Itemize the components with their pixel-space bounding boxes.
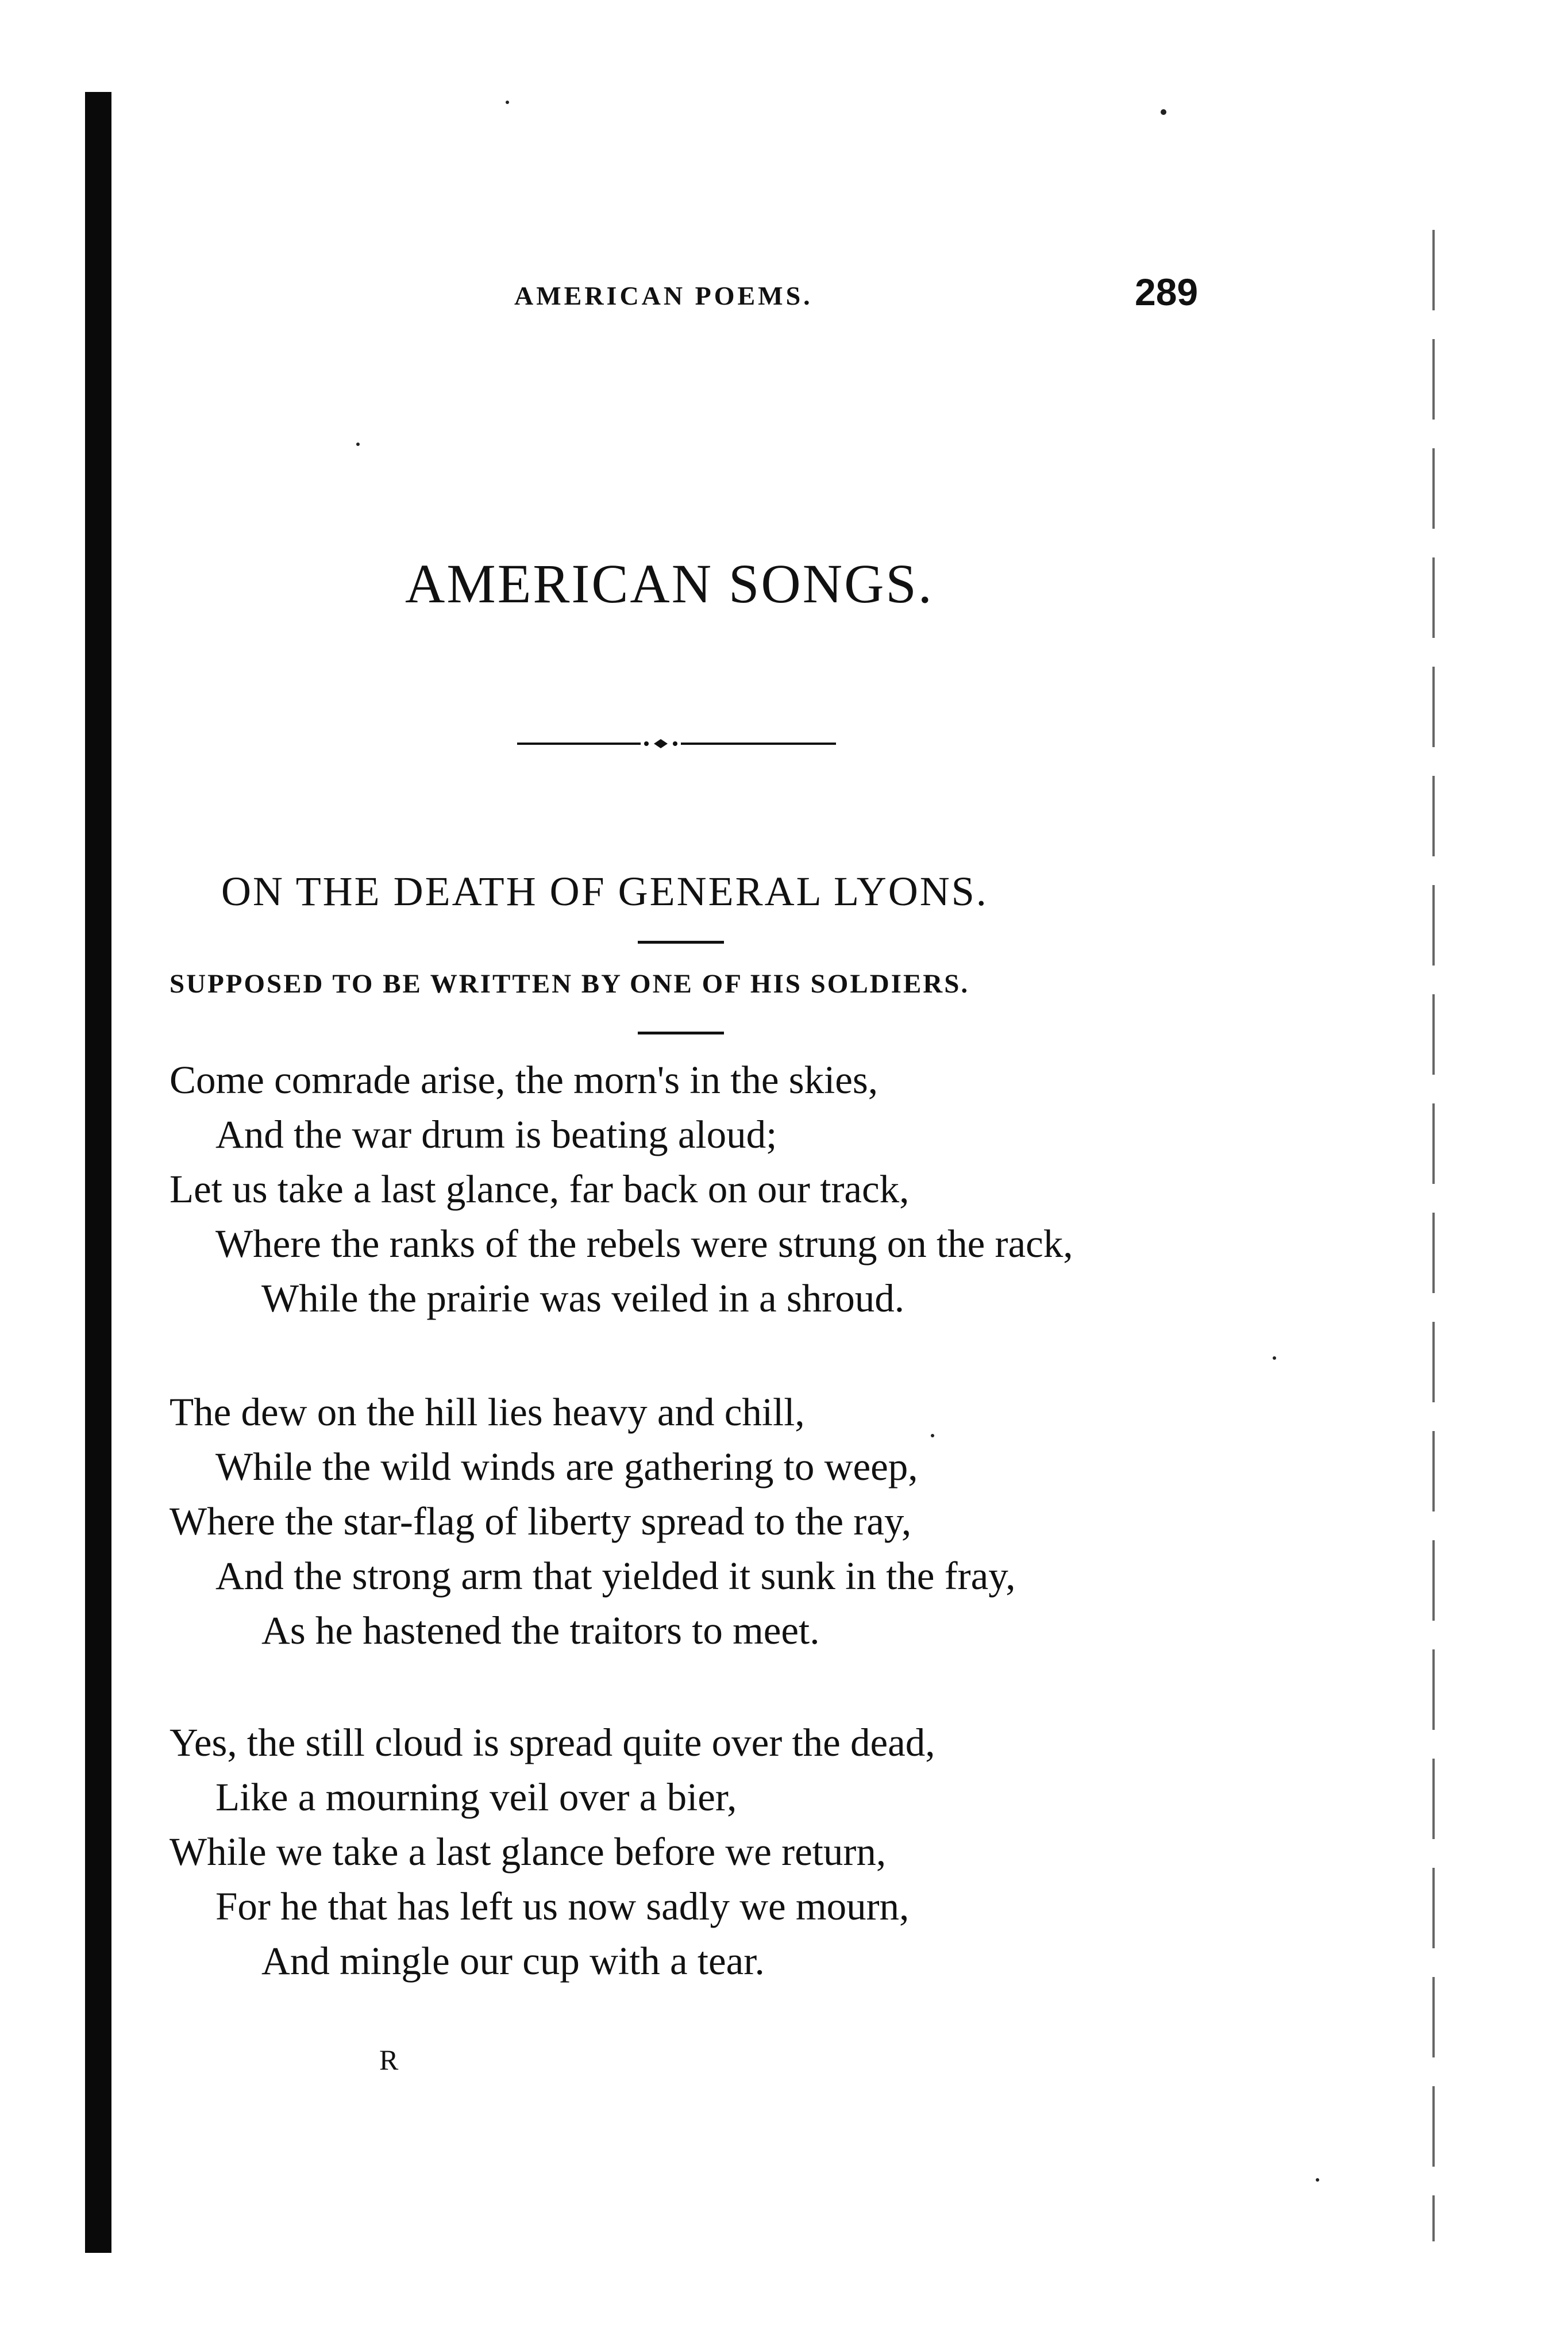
running-head: AMERICAN POEMS. [514,281,813,310]
scan-speck [356,443,360,446]
stanza [169,1716,935,1988]
ornament-divider [517,737,836,750]
poem-line: The dew on the hill lies heavy and chill, [169,1390,805,1434]
poem-line: While the prairie was veiled in a shroud. [261,1276,904,1320]
poem-title: ON THE DEATH OF GENERAL LYONS. [221,868,988,914]
poem-line: While we take a last glance before we return, [169,1830,887,1874]
stanza [169,1053,1073,1326]
poem-line: Where the star-flag of liberty spread to the ray, [169,1499,912,1543]
poem-line: For he that has left us now sadly we mourn, [215,1884,910,1928]
page-number: 289 [1135,271,1199,313]
poem-line: Where the ranks of the rebels were strung on the rack, [215,1222,1073,1266]
binding-edge [85,92,111,2253]
poem-line: And the strong arm that yielded it sunk in the fray, [215,1554,1016,1598]
scan-speck [1161,109,1166,115]
title-rule [638,941,724,944]
scan-speck [931,1434,934,1437]
signature-initial: R [379,2044,399,2076]
section-title: AMERICAN SONGS. [405,553,934,614]
poem-line: Come comrade arise, the morn's in the skies, [169,1058,879,1102]
scan-speck [1273,1356,1276,1360]
stanza [169,1385,1015,1658]
scan-speck [1316,2178,1319,2182]
poem-subtitle: SUPPOSED TO BE WRITTEN BY ONE OF HIS SOLDIERS. [169,969,970,999]
scan-speck [506,101,509,104]
page-edge-shadow [1432,230,1435,2241]
poem-line: Yes, the still cloud is spread quite over the dead, [169,1721,935,1764]
poem-line: Like a mourning veil over a bier, [215,1775,737,1819]
poem-line: While the wild winds are gathering to weep, [215,1445,918,1488]
poem-line: Let us take a last glance, far back on our track, [169,1167,910,1211]
poem-line: As he hastened the traitors to meet. [261,1609,820,1652]
poem-line: And mingle our cup with a tear. [261,1939,765,1983]
poem-line: And the war drum is beating aloud; [215,1113,777,1156]
subtitle-rule [638,1032,724,1034]
